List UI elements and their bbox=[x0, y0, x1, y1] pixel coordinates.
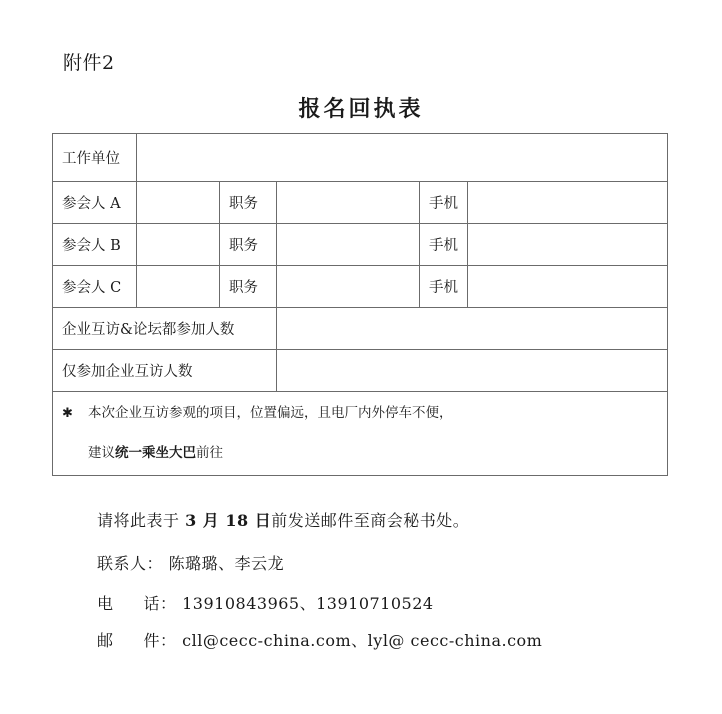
phone-label-part1: 电 bbox=[97, 594, 114, 613]
attendee-a-label: 参会人 A bbox=[53, 182, 137, 224]
note-suffix: 前往 bbox=[196, 445, 223, 461]
attendee-c-position-label: 职务 bbox=[220, 266, 277, 308]
count-both-row bbox=[53, 308, 668, 350]
attendee-b-position-field[interactable] bbox=[277, 224, 420, 266]
attendee-a-position-field[interactable] bbox=[277, 182, 420, 224]
page-title: 报名回执表 bbox=[298, 96, 424, 122]
note-prefix: 建议 bbox=[88, 445, 115, 461]
note-emphasis: 统一乘坐大巴 bbox=[115, 445, 196, 461]
attendee-c-position-field[interactable] bbox=[277, 266, 420, 308]
work-unit-field[interactable] bbox=[137, 134, 668, 182]
count-visit-only-field[interactable] bbox=[277, 350, 668, 392]
note-text: 本次企业互访参观的项目，位置偏远，且电厂内外停车不便， bbox=[88, 405, 453, 421]
phone-line bbox=[97, 591, 434, 614]
attendee-b-label: 参会人 B bbox=[53, 224, 137, 266]
attachment-label: 附件2 bbox=[63, 52, 115, 74]
email-label-part1: 邮 bbox=[97, 631, 114, 650]
note-cell bbox=[53, 392, 668, 476]
work-unit-label: 工作单位 bbox=[53, 134, 137, 182]
attendee-a-name-field[interactable] bbox=[137, 182, 220, 224]
count-visit-only-label: 仅参加企业互访人数 bbox=[53, 350, 277, 392]
attendee-row bbox=[53, 266, 668, 308]
send-date: 3 月 18 日 bbox=[185, 511, 272, 530]
attendee-c-phone-label: 手机 bbox=[420, 266, 468, 308]
attendee-b-phone-label: 手机 bbox=[420, 224, 468, 266]
registration-form bbox=[52, 133, 668, 476]
send-instruction bbox=[97, 508, 469, 531]
note-line bbox=[62, 402, 667, 424]
email-value: cll@cecc-china.com、lyl@ cecc-china.com bbox=[182, 631, 543, 650]
attendee-a-position-label: 职务 bbox=[220, 182, 277, 224]
count-visit-only-row bbox=[53, 350, 668, 392]
note-line bbox=[62, 442, 667, 464]
contact-value: 陈璐璐、李云龙 bbox=[168, 554, 285, 573]
attendee-row bbox=[53, 182, 668, 224]
phone-label-part2: 话： bbox=[143, 594, 177, 613]
send-prefix: 请将此表于 bbox=[97, 511, 186, 530]
asterisk-icon: ✱ bbox=[62, 406, 73, 421]
attendee-b-position-label: 职务 bbox=[220, 224, 277, 266]
work-unit-row bbox=[53, 134, 668, 182]
email-label-part2: 件： bbox=[143, 631, 177, 650]
email-line bbox=[97, 628, 542, 651]
count-both-label: 企业互访&论坛都参加人数 bbox=[53, 308, 277, 350]
attendee-c-name-field[interactable] bbox=[137, 266, 220, 308]
note-row bbox=[53, 392, 668, 476]
phone-value: 13910843965、13910710524 bbox=[182, 594, 434, 613]
count-both-field[interactable] bbox=[277, 308, 668, 350]
attendee-c-phone-field[interactable] bbox=[468, 266, 668, 308]
send-suffix: 前发送邮件至商会秘书处。 bbox=[271, 511, 470, 530]
contact-label: 联系人： bbox=[97, 554, 164, 573]
attendee-row bbox=[53, 224, 668, 266]
attendee-a-phone-field[interactable] bbox=[468, 182, 668, 224]
attendee-b-phone-field[interactable] bbox=[468, 224, 668, 266]
contact-line bbox=[97, 551, 284, 574]
attendee-b-name-field[interactable] bbox=[137, 224, 220, 266]
attendee-a-phone-label: 手机 bbox=[420, 182, 468, 224]
attendee-c-label: 参会人 C bbox=[53, 266, 137, 308]
